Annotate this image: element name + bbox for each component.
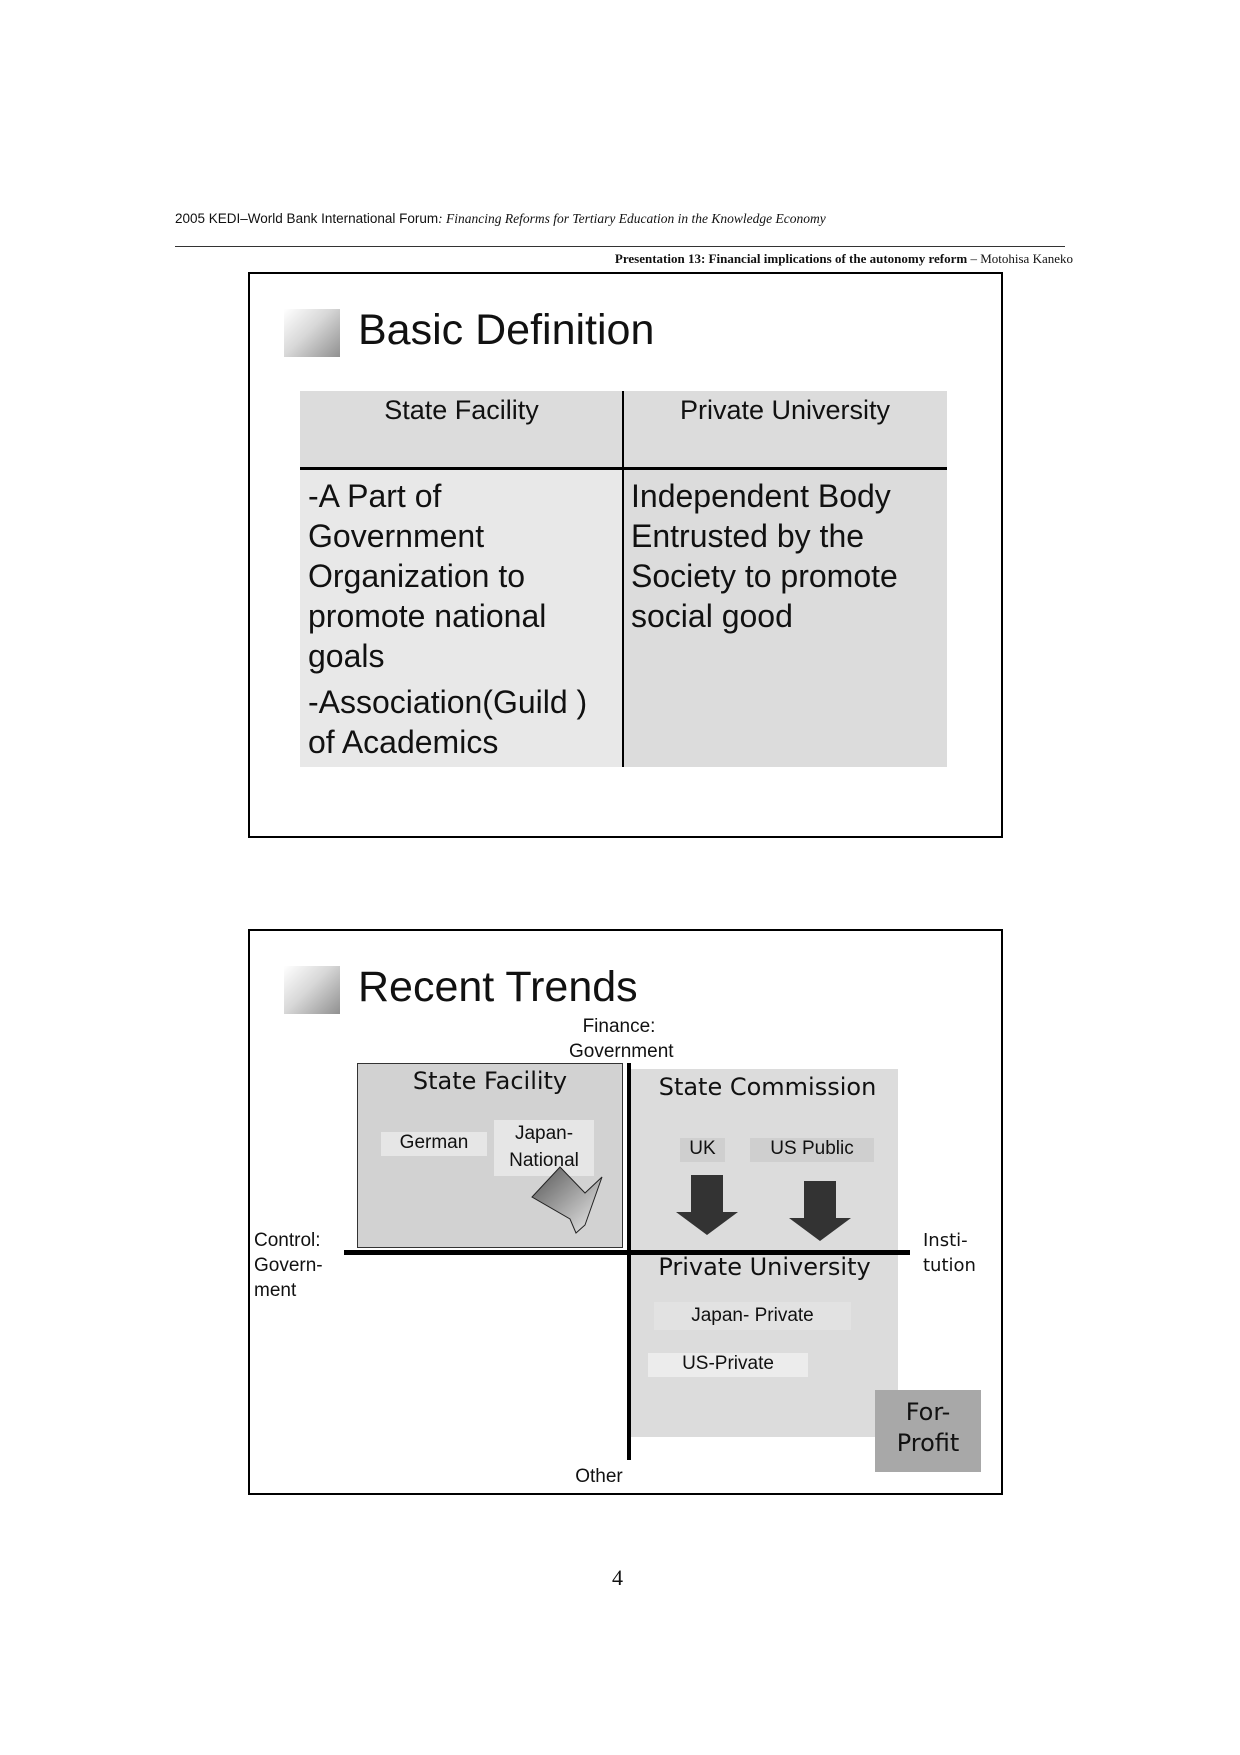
title-bullet-square: [284, 966, 340, 1014]
slide-basic-definition: [248, 272, 1003, 838]
state-commission-label: State Commission: [658, 1073, 877, 1101]
axis-left-label: [254, 1228, 323, 1303]
for-profit-line1: For-: [905, 1398, 951, 1426]
definition-table: [300, 391, 947, 767]
down-arrow-icon: [789, 1181, 851, 1241]
japan-national-line1: Japan-: [514, 1123, 574, 1144]
curved-arrow-icon: [530, 1163, 610, 1239]
state-facility-cell: [300, 470, 623, 767]
axis-top-line1: Finance:: [582, 1016, 656, 1037]
private-university-definition: Independent Body Entrusted by the Society to promote social good: [631, 478, 898, 634]
axis-left-line3: ment: [254, 1280, 297, 1301]
private-university-label: Private University: [658, 1253, 871, 1281]
state-facility-label: State Facility: [412, 1067, 568, 1095]
private-university-cell: [623, 470, 947, 767]
column-divider: [622, 391, 624, 767]
state-facility-definition: -A Part of Government Organization to promote national goals: [308, 478, 547, 674]
presentation-author: – Motohisa Kaneko: [967, 251, 1073, 266]
japan-national-line2: National: [509, 1150, 579, 1171]
header-rule: [175, 246, 1065, 247]
axis-top-line2: Government: [569, 1041, 674, 1062]
forum-name: 2005 KEDI–World Bank International Forum: [175, 211, 439, 226]
uk-tag: UK: [680, 1138, 725, 1162]
german-tag: German: [381, 1132, 487, 1156]
forum-subtitle: : Financing Reforms for Tertiary Education in the Knowledge Economy: [438, 211, 826, 226]
us-private-tag: US-Private: [648, 1353, 808, 1377]
axis-right-line1: Insti-: [923, 1230, 968, 1251]
axis-left-line2: Govern-: [254, 1255, 323, 1276]
slide-title: Recent Trends: [358, 963, 638, 1011]
us-public-tag: US Public: [750, 1138, 874, 1162]
slide-title: Basic Definition: [358, 306, 655, 354]
presentation-line: [615, 251, 1073, 267]
down-arrow-icon: [676, 1175, 738, 1235]
axis-left-line1: Control:: [254, 1230, 321, 1251]
document-header: [175, 211, 826, 227]
axis-top-label: [569, 1014, 674, 1064]
axis-right-line2: tution: [923, 1255, 976, 1276]
japan-private-tag: Japan- Private: [654, 1302, 851, 1330]
table-header-state-facility: State Facility: [300, 391, 623, 468]
page-number: 4: [612, 1565, 623, 1590]
axis-bottom-label: Other: [575, 1466, 623, 1487]
state-facility-association: -Association(Guild ) of Academics: [308, 684, 588, 760]
table-header-private-university: Private University: [623, 391, 947, 468]
for-profit-box: [875, 1390, 981, 1472]
presentation-title: Presentation 13: Financial implications of the autonomy reform: [614, 251, 968, 266]
axis-right-label: [923, 1228, 976, 1278]
for-profit-line2: Profit: [896, 1429, 960, 1457]
title-bullet-square: [284, 309, 340, 357]
